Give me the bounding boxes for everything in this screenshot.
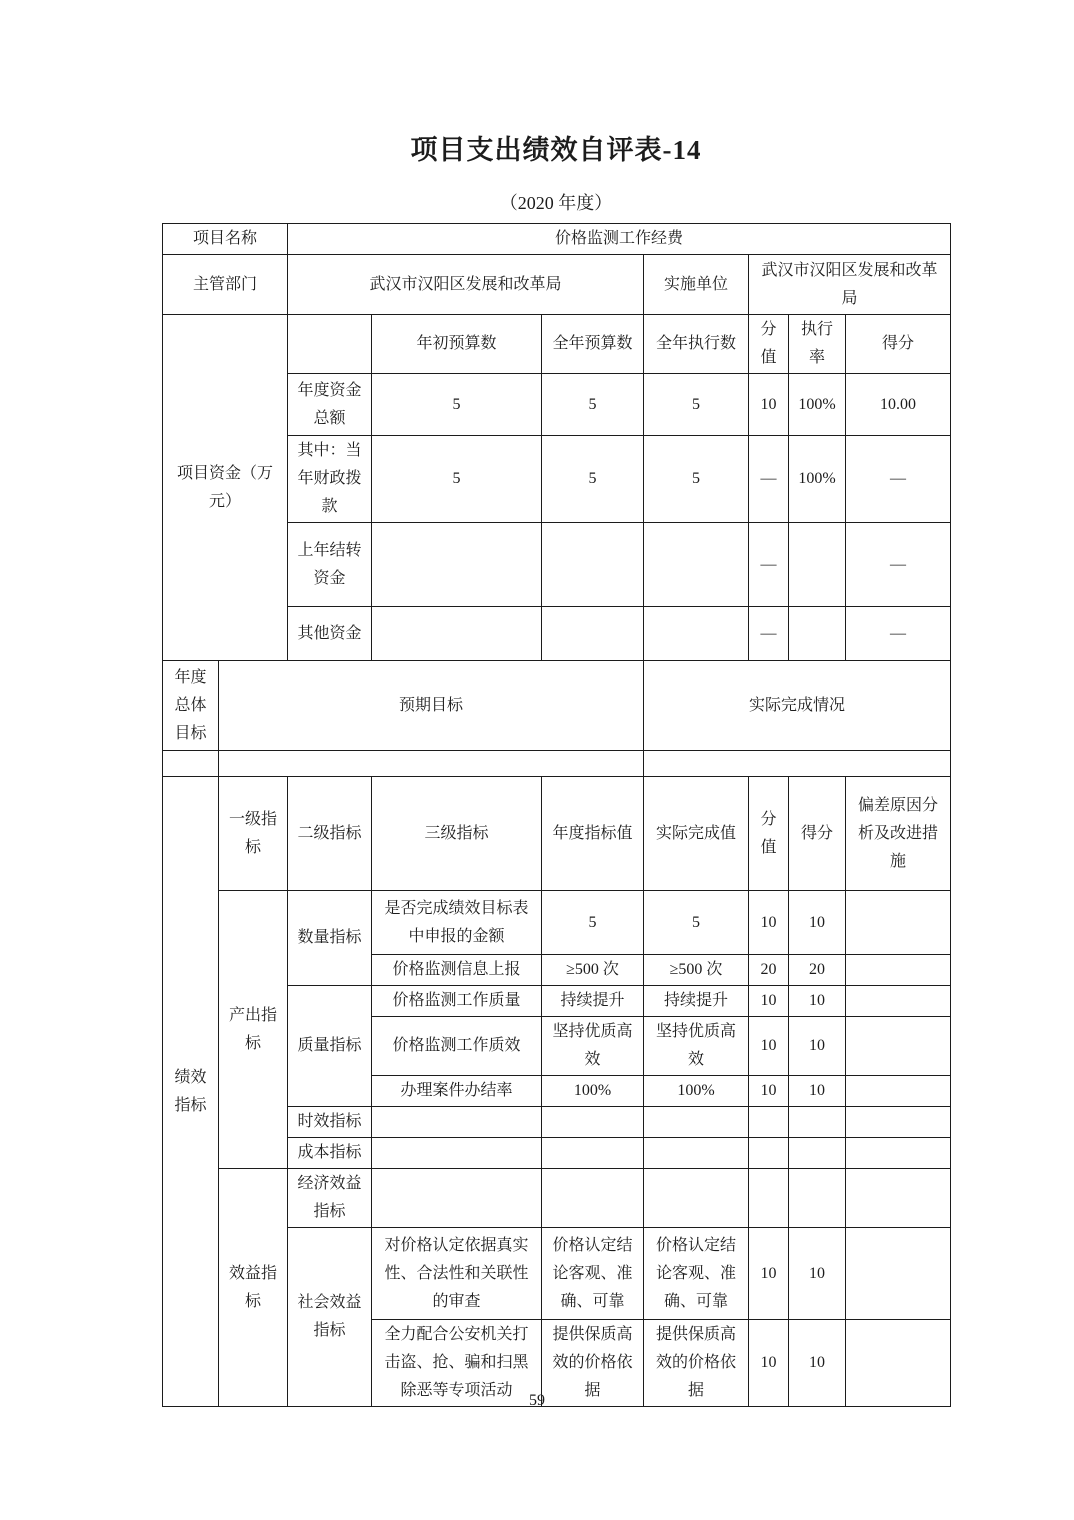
funding-other-label: 其他资金 [288, 607, 372, 661]
header-level2: 二级指标 [288, 777, 372, 891]
score-cell: 10 [789, 1228, 846, 1320]
funding-other-annual [542, 607, 644, 661]
level3-cell: 办理案件办结率 [372, 1076, 542, 1107]
funding-other-score: — [846, 607, 951, 661]
funding-carryover-annual [542, 523, 644, 607]
self-evaluation-table [162, 223, 951, 1407]
level2-economic: 经济效益指标 [288, 1169, 372, 1228]
deviation-cell [846, 986, 951, 1017]
funding-fiscal-annual: 5 [542, 436, 644, 523]
dept-label: 主管部门 [163, 255, 288, 315]
funding-fiscal-weight: — [749, 436, 789, 523]
actual-cell: 100% [644, 1076, 749, 1107]
level3-cell: 价格监测信息上报 [372, 955, 542, 986]
header-annual-executed: 全年执行数 [644, 315, 749, 374]
deviation-cell [846, 1169, 951, 1228]
funding-fiscal-label: 其中：当年财政拨款 [288, 436, 372, 523]
target-cell [542, 1138, 644, 1169]
goal-expected-value [219, 751, 644, 777]
level3-cell [372, 1169, 542, 1228]
annual-goal-label: 年度总体目标 [163, 661, 219, 751]
score-cell [789, 1138, 846, 1169]
header-exec-rate: 执行率 [789, 315, 846, 374]
goal-blank-cell [163, 751, 219, 777]
goal-expected-header: 预期目标 [219, 661, 644, 751]
deviation-cell [846, 1138, 951, 1169]
actual-cell: 坚持优质高效 [644, 1017, 749, 1076]
weight-cell: 10 [749, 1017, 789, 1076]
weight-cell: 10 [749, 1320, 789, 1407]
funding-total-annual: 5 [542, 374, 644, 436]
funding-total-label: 年度资金总额 [288, 374, 372, 436]
target-cell: 100% [542, 1076, 644, 1107]
level3-cell: 全力配合公安机关打击盗、抢、骗和扫黑除恶等专项活动 [372, 1320, 542, 1407]
header-actual-value: 实际完成值 [644, 777, 749, 891]
score-cell [789, 1169, 846, 1228]
weight-cell: 10 [749, 891, 789, 955]
goal-actual-header: 实际完成情况 [644, 661, 951, 751]
target-cell: ≥500 次 [542, 955, 644, 986]
level2-quantity: 数量指标 [288, 891, 372, 986]
weight-cell [749, 1107, 789, 1138]
level3-cell: 价格监测工作质量 [372, 986, 542, 1017]
level3-cell: 价格监测工作质效 [372, 1017, 542, 1076]
page-title: 项目支出绩效自评表-14 [410, 135, 702, 165]
header-indicator-score: 得分 [789, 777, 846, 891]
indicator-row-amount [163, 891, 951, 955]
level2-cost: 成本指标 [288, 1138, 372, 1169]
level2-timeliness: 时效指标 [288, 1107, 372, 1138]
score-cell: 10 [789, 1320, 846, 1407]
target-cell: 坚持优质高效 [542, 1017, 644, 1076]
level3-cell: 是否完成绩效目标表中申报的金额 [372, 891, 542, 955]
header-level1: 一级指标 [219, 777, 288, 891]
weight-cell [749, 1169, 789, 1228]
actual-cell [644, 1169, 749, 1228]
level3-cell: 对价格认定依据真实性、合法性和关联性的审查 [372, 1228, 542, 1320]
header-level3: 三级指标 [372, 777, 542, 891]
score-cell [789, 1107, 846, 1138]
deviation-cell [846, 955, 951, 986]
row-indicator-header [163, 777, 951, 891]
funding-fiscal-initial: 5 [372, 436, 542, 523]
actual-cell: 提供保质高效的价格依据 [644, 1320, 749, 1407]
target-cell: 持续提升 [542, 986, 644, 1017]
target-cell: 价格认定结论客观、准确、可靠 [542, 1228, 644, 1320]
weight-cell [749, 1138, 789, 1169]
row-departments [163, 255, 951, 315]
target-cell [542, 1107, 644, 1138]
project-name-value: 价格监测工作经费 [288, 224, 951, 255]
page-number: 59 [529, 1392, 545, 1409]
level3-cell [372, 1138, 542, 1169]
funding-total-executed: 5 [644, 374, 749, 436]
actual-cell: 持续提升 [644, 986, 749, 1017]
target-cell [542, 1169, 644, 1228]
weight-cell: 10 [749, 986, 789, 1017]
header-annual-budget: 全年预算数 [542, 315, 644, 374]
header-indicator-weight: 分值 [749, 777, 789, 891]
project-name-label: 项目名称 [163, 224, 288, 255]
level1-output: 产出指标 [219, 891, 288, 1169]
level1-benefit: 效益指标 [219, 1169, 288, 1407]
weight-cell: 10 [749, 1228, 789, 1320]
header-initial-budget: 年初预算数 [372, 315, 542, 374]
funding-carryover-initial [372, 523, 542, 607]
funding-carryover-executed [644, 523, 749, 607]
funding-total-exec-rate: 100% [789, 374, 846, 436]
page-subtitle: （2020 年度） [499, 193, 613, 213]
header-weight: 分值 [749, 315, 789, 374]
indicator-row-economic [163, 1169, 951, 1228]
impl-unit-value: 武汉市汉阳区发展和改革局 [749, 255, 951, 315]
funding-fiscal-executed: 5 [644, 436, 749, 523]
deviation-cell [846, 891, 951, 955]
score-cell: 10 [789, 986, 846, 1017]
level3-cell [372, 1107, 542, 1138]
score-cell: 10 [789, 1017, 846, 1076]
header-score: 得分 [846, 315, 951, 374]
deviation-cell [846, 1076, 951, 1107]
dept-value: 武汉市汉阳区发展和改革局 [288, 255, 644, 315]
actual-cell [644, 1107, 749, 1138]
target-cell: 提供保质高效的价格依据 [542, 1320, 644, 1407]
header-deviation: 偏差原因分析及改进措施 [846, 777, 951, 891]
funding-total-weight: 10 [749, 374, 789, 436]
funding-carryover-score: — [846, 523, 951, 607]
funding-other-exec-rate [789, 607, 846, 661]
score-cell: 10 [789, 891, 846, 955]
funding-sublabel-blank [288, 315, 372, 374]
row-funding-header [163, 315, 951, 374]
funding-fiscal-exec-rate: 100% [789, 436, 846, 523]
target-cell: 5 [542, 891, 644, 955]
row-project-name [163, 224, 951, 255]
funding-carryover-label: 上年结转资金 [288, 523, 372, 607]
impl-unit-label: 实施单位 [644, 255, 749, 315]
document-page [162, 0, 950, 1407]
funding-fiscal-score: — [846, 436, 951, 523]
level2-quality: 质量指标 [288, 986, 372, 1107]
header-target-value: 年度指标值 [542, 777, 644, 891]
funding-carryover-exec-rate [789, 523, 846, 607]
funding-other-executed [644, 607, 749, 661]
weight-cell: 10 [749, 1076, 789, 1107]
funding-carryover-weight: — [749, 523, 789, 607]
indicator-section-label: 绩效指标 [163, 777, 219, 1407]
score-cell: 10 [789, 1076, 846, 1107]
funding-other-weight: — [749, 607, 789, 661]
actual-cell: 价格认定结论客观、准确、可靠 [644, 1228, 749, 1320]
funding-group-label: 项目资金（万元） [163, 315, 288, 661]
actual-cell: 5 [644, 891, 749, 955]
row-annual-goal [163, 661, 951, 751]
deviation-cell [846, 1017, 951, 1076]
actual-cell [644, 1138, 749, 1169]
funding-other-initial [372, 607, 542, 661]
actual-cell: ≥500 次 [644, 955, 749, 986]
funding-total-initial: 5 [372, 374, 542, 436]
deviation-cell [846, 1228, 951, 1320]
level2-social: 社会效益指标 [288, 1228, 372, 1407]
row-annual-goal-values [163, 751, 951, 777]
funding-total-score: 10.00 [846, 374, 951, 436]
score-cell: 20 [789, 955, 846, 986]
goal-actual-value [644, 751, 951, 777]
deviation-cell [846, 1107, 951, 1138]
weight-cell: 20 [749, 955, 789, 986]
